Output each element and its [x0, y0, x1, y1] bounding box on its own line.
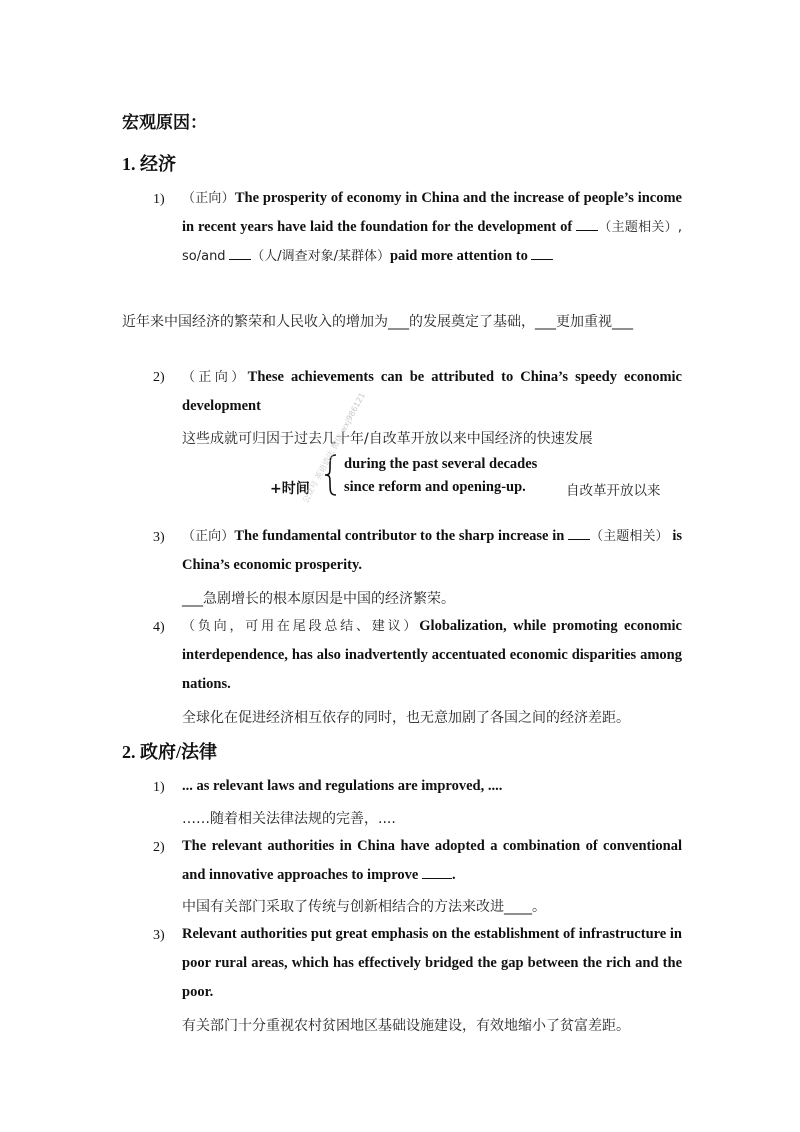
fill-blank — [229, 247, 251, 260]
item-chinese: 中国有关部门采取了传统与创新相结合的方法来改进____。 — [182, 899, 546, 915]
item-english: These achievements can be attributed to China’s speedy economic development — [182, 369, 682, 414]
item-chinese: 全球化在促进经济相互依存的同时，也无意加剧了各国之间的经济差距。 — [182, 710, 630, 726]
item-hint: （主题相关） — [590, 529, 669, 544]
time-option-1: during the past several decades — [344, 456, 538, 472]
item-government-1: ... as relevant laws and regulations are improved, .... — [182, 778, 503, 794]
item-hint: （主题相关） — [598, 220, 678, 235]
item-number: 1) — [153, 780, 165, 795]
item-economy-4 — [182, 612, 682, 699]
item-number: 3) — [153, 928, 165, 943]
time-option-2-chinese: 自改革开放以来 — [566, 483, 661, 499]
item-number: 2) — [153, 370, 165, 385]
page-title: 宏观原因： — [122, 113, 207, 133]
item-tag: （负向，可用在尾段总结、建议） — [182, 619, 420, 634]
time-option-2: since reform and opening-up. — [344, 479, 526, 495]
item-english: The fundamental contributor to the sharp increase in — [234, 528, 565, 544]
fill-blank — [576, 218, 598, 231]
item-number: 4) — [153, 620, 165, 635]
fill-blank — [568, 527, 590, 540]
item-english: The prosperity of economy in China and the increase of people’s income in recent years have laid the foundation for the development of — [182, 190, 682, 235]
item-number: 3) — [153, 530, 165, 545]
item-hint: （人/调查对象/某群体） — [251, 249, 390, 264]
section-heading-economy: 1. 经济 — [122, 154, 176, 174]
item-tag: （正向） — [182, 529, 235, 544]
item-government-3: Relevant authorities put great emphasis on the establishment of infrastructure in poor rural areas, which has effectively bridged the gap between the rich and the poor. — [182, 926, 682, 1000]
item-economy-1 — [182, 184, 682, 271]
item-chinese: ……随着相关法律法规的完善，.... — [182, 811, 396, 827]
item-tag: （正向） — [182, 370, 248, 385]
item-economy-3 — [182, 522, 682, 580]
item-government-2: The relevant authorities in China have adopted a combination of conventional and innovative approaches to improve . — [182, 838, 682, 883]
item-connector: , so/and — [182, 220, 682, 264]
item-tag: （正向） — [182, 191, 235, 206]
item-chinese: 这些成就可归因于过去几十年/自改革开放以来中国经济的快速发展 — [182, 431, 593, 447]
item-chinese: 有关部门十分重视农村贫困地区基础设施建设，有效地缩小了贫富差距。 — [182, 1018, 630, 1034]
item-economy-2 — [182, 363, 682, 421]
item-chinese: 近年来中国经济的繁荣和人民收入的增加为___的发展奠定了基础，___更加重视___ — [122, 314, 633, 330]
item-english: The relevant authorities in China have adopted a combination of conventional and innovative approaches to improve — [182, 838, 682, 883]
item-chinese: ___急剧增长的根本原因是中国的经济繁荣。 — [182, 591, 455, 607]
watermark: 公众号 英语语法 微信 wxj986121 — [300, 391, 367, 505]
item-english-tail: paid more attention to — [389, 248, 528, 264]
time-label: +时间 — [270, 481, 310, 497]
item-english: Globalization, while promoting economic interdependence, has also inadvertently accentuated economic disparities among nations. — [182, 618, 682, 692]
section-heading-government: 2. 政府/法律 — [122, 742, 218, 762]
fill-blank — [531, 247, 553, 260]
item-number: 2) — [153, 840, 165, 855]
item-number: 1) — [153, 192, 165, 207]
fill-blank — [422, 866, 452, 879]
item-english-tail: is China’s economic prosperity. — [182, 528, 682, 573]
